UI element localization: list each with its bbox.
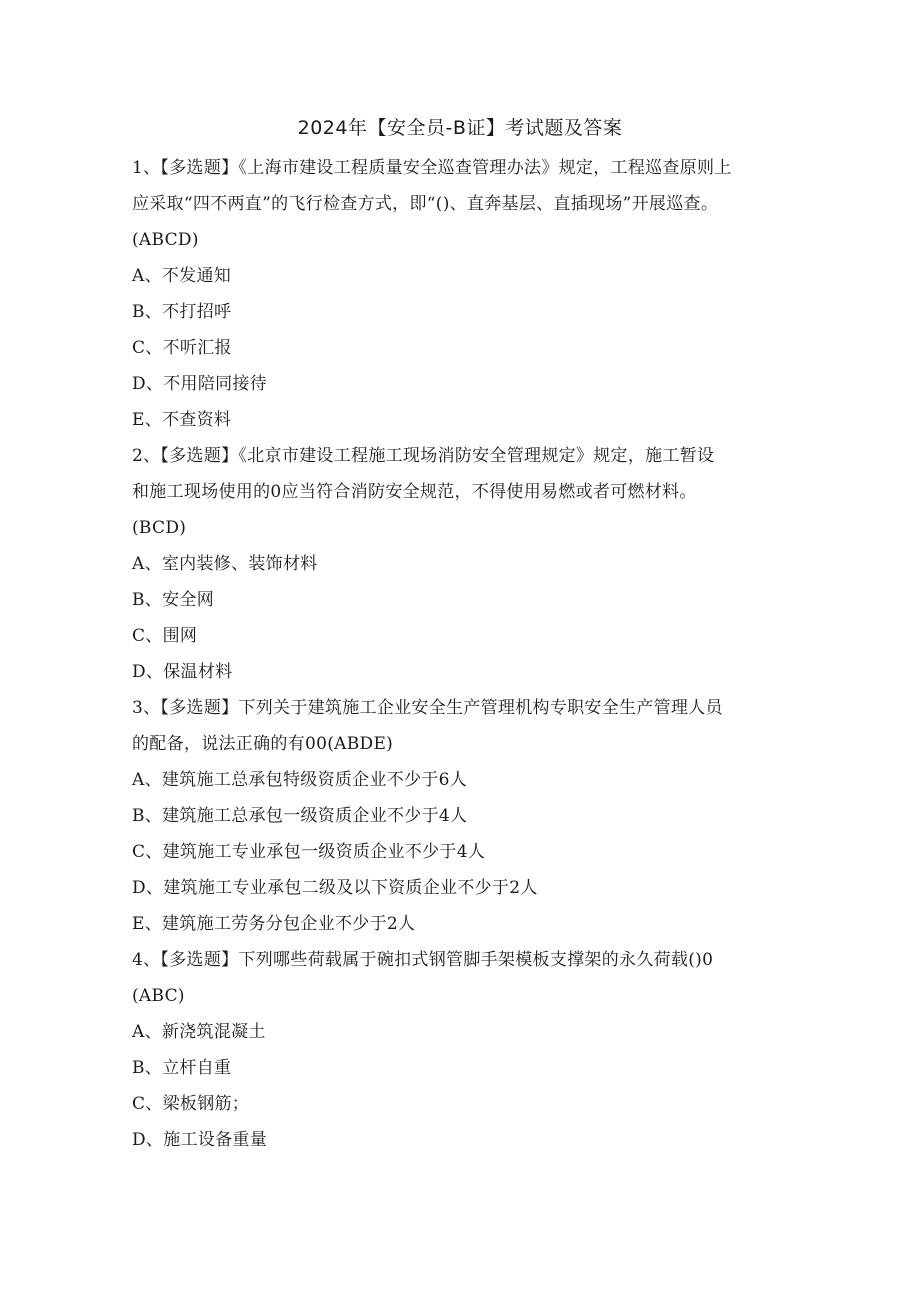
question-2-answer: (BCD): [132, 518, 187, 538]
question-4-option-c: C、梁板钢筋；: [132, 1094, 250, 1114]
question-3-stem-line-2: 的配备，说法正确的有00(ABDE): [132, 734, 394, 754]
question-1-answer: (ABCD): [132, 230, 199, 250]
question-2-stem-line-1: 2、【多选题】《北京市建设工程施工现场消防安全管理规定》规定，施工暂设: [132, 446, 715, 466]
document-title: 2024年【安全员-B证】考试题及答案: [297, 117, 623, 139]
question-3-option-c: C、建筑施工专业承包一级资质企业不少于4人: [132, 842, 486, 862]
question-4-option-d: D、施工设备重量: [132, 1130, 268, 1150]
question-4-option-a: A、新浇筑混凝土: [132, 1022, 266, 1042]
question-1-option-c: C、不听汇报: [132, 338, 232, 358]
question-2-option-c: C、围网: [132, 626, 198, 646]
question-2-stem-line-2: 和施工现场使用的0应当符合消防安全规范，不得使用易燃或者可燃材料。: [132, 482, 697, 502]
question-3-stem-line-1: 3、【多选题】下列关于建筑施工企业安全生产管理机构专职安全生产管理人员: [132, 698, 723, 718]
question-2-option-b: B、安全网: [132, 590, 214, 610]
question-1-option-e: E、不查资料: [132, 410, 232, 430]
question-1-option-d: D、不用陪同接待: [132, 374, 268, 394]
question-4-option-b: B、立杆自重: [132, 1058, 232, 1078]
question-2-option-d: D、保温材料: [132, 662, 233, 682]
question-3-option-e: E、建筑施工劳务分包企业不少于2人: [132, 914, 416, 934]
question-4-answer: (ABC): [132, 986, 185, 1006]
question-2-option-a: A、室内装修、装饰材料: [132, 554, 318, 574]
question-1-stem-line-2: 应采取“四不两直”的飞行检查方式，即“()、直奔基层、直插现场”开展巡查。: [132, 194, 719, 214]
question-1-stem-line-1: 1、【多选题】《上海市建设工程质量安全巡查管理办法》规定，工程巡查原则上: [132, 158, 732, 178]
question-4-stem-line-1: 4、【多选题】下列哪些荷载属于碗扣式钢管脚手架模板支撑架的永久荷载()0: [132, 950, 714, 970]
question-1-option-b: B、不打招呼: [132, 302, 232, 322]
question-3-option-b: B、建筑施工总承包一级资质企业不少于4人: [132, 806, 468, 826]
question-1-option-a: A、不发通知: [132, 266, 232, 286]
document-body: [132, 150, 792, 1158]
question-3-option-d: D、建筑施工专业承包二级及以下资质企业不少于2人: [132, 878, 538, 898]
question-3-option-a: A、建筑施工总承包特级资质企业不少于6人: [132, 770, 468, 790]
